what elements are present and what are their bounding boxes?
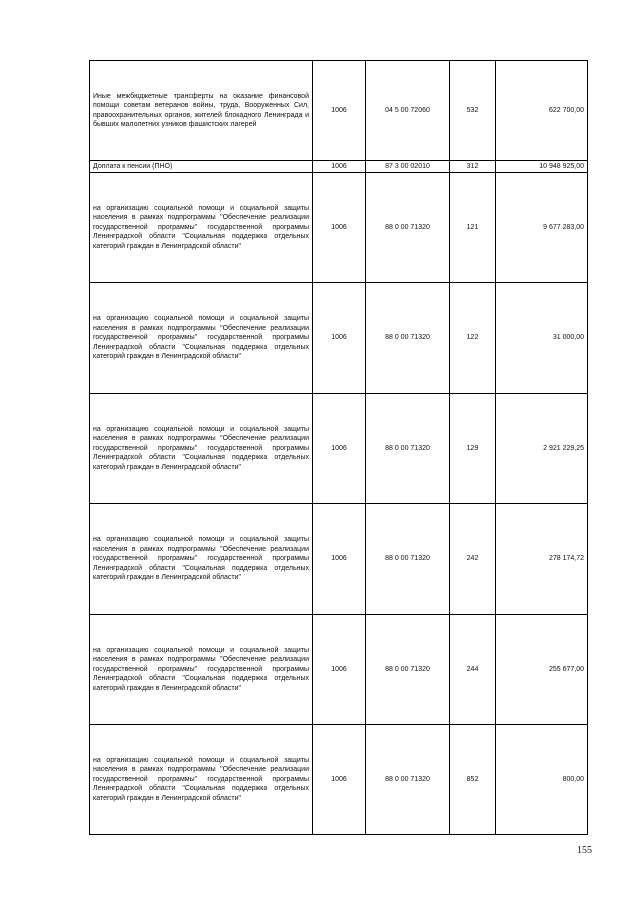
section-code: 1006 xyxy=(313,173,366,283)
table-row xyxy=(90,615,588,725)
amount: 622 700,00 xyxy=(496,61,588,161)
section-code: 1006 xyxy=(313,504,366,615)
row-description: на организацию социальной помощи и социальной защиты населения в рамках подпрограммы "Обеспечение реализации государственной программы" государственной программы Ленинградской области "Социальная поддержка отдельных категорий граждан в Ленинградской области" xyxy=(90,504,313,615)
table-row xyxy=(90,173,588,283)
section-code: 1006 xyxy=(313,394,366,504)
amount: 9 677 283,00 xyxy=(496,173,588,283)
row-description: Доплата к пенсии (ПНО) xyxy=(90,161,313,173)
table-row xyxy=(90,504,588,615)
amount: 278 174,72 xyxy=(496,504,588,615)
amount: 800,00 xyxy=(496,725,588,835)
expense-kind: 312 xyxy=(450,161,496,173)
section-code: 1006 xyxy=(313,161,366,173)
target-article: 88 0 00 71320 xyxy=(366,615,450,725)
target-article: 88 0 00 71320 xyxy=(366,725,450,835)
target-article: 87 3 00 02010 xyxy=(366,161,450,173)
target-article: 04 5 00 72060 xyxy=(366,61,450,161)
table-row xyxy=(90,725,588,835)
expense-kind: 852 xyxy=(450,725,496,835)
row-description: на организацию социальной помощи и социальной защиты населения в рамках подпрограммы "Обеспечение реализации государственной программы" государственной программы Ленинградской области "Социальная поддержка отдельных категорий граждан в Ленинградской области" xyxy=(90,173,313,283)
row-description: на организацию социальной помощи и социальной защиты населения в рамках подпрограммы "Обеспечение реализации государственной программы" государственной программы Ленинградской области "Социальная поддержка отдельных категорий граждан в Ленинградской области" xyxy=(90,283,313,394)
section-code: 1006 xyxy=(313,615,366,725)
amount: 2 921 229,25 xyxy=(496,394,588,504)
expense-kind: 129 xyxy=(450,394,496,504)
row-description: на организацию социальной помощи и социальной защиты населения в рамках подпрограммы "Обеспечение реализации государственной программы" государственной программы Ленинградской области "Социальная поддержка отдельных категорий граждан в Ленинградской области" xyxy=(90,725,313,835)
target-article: 88 0 00 71320 xyxy=(366,283,450,394)
section-code: 1006 xyxy=(313,61,366,161)
amount: 255 677,00 xyxy=(496,615,588,725)
target-article: 88 0 00 71320 xyxy=(366,504,450,615)
expense-kind: 121 xyxy=(450,173,496,283)
row-description: на организацию социальной помощи и социальной защиты населения в рамках подпрограммы "Обеспечение реализации государственной программы" государственной программы Ленинградской области "Социальная поддержка отдельных категорий граждан в Ленинградской области" xyxy=(90,394,313,504)
table-row xyxy=(90,394,588,504)
expense-kind: 122 xyxy=(450,283,496,394)
table-row xyxy=(90,283,588,394)
expense-kind: 242 xyxy=(450,504,496,615)
budget-table xyxy=(89,60,588,835)
page-number: 155 xyxy=(577,845,592,856)
target-article: 88 0 00 71320 xyxy=(366,173,450,283)
expense-kind: 244 xyxy=(450,615,496,725)
expense-kind: 532 xyxy=(450,61,496,161)
row-description: Иные межбюджетные трансферты на оказание финансовой помощи советам ветеранов войны, труда, Вооруженных Сил, правоохранительных органов, жителей блокадного Ленинграда и бывших малолетних узников фашистских лагерей xyxy=(90,61,313,161)
target-article: 88 0 00 71320 xyxy=(366,394,450,504)
table-row xyxy=(90,61,588,161)
section-code: 1006 xyxy=(313,725,366,835)
row-description: на организацию социальной помощи и социальной защиты населения в рамках подпрограммы "Обеспечение реализации государственной программы" государственной программы Ленинградской области "Социальная поддержка отдельных категорий граждан в Ленинградской области" xyxy=(90,615,313,725)
section-code: 1006 xyxy=(313,283,366,394)
table-row xyxy=(90,161,588,173)
amount: 10 948 925,00 xyxy=(496,161,588,173)
amount: 31 000,00 xyxy=(496,283,588,394)
